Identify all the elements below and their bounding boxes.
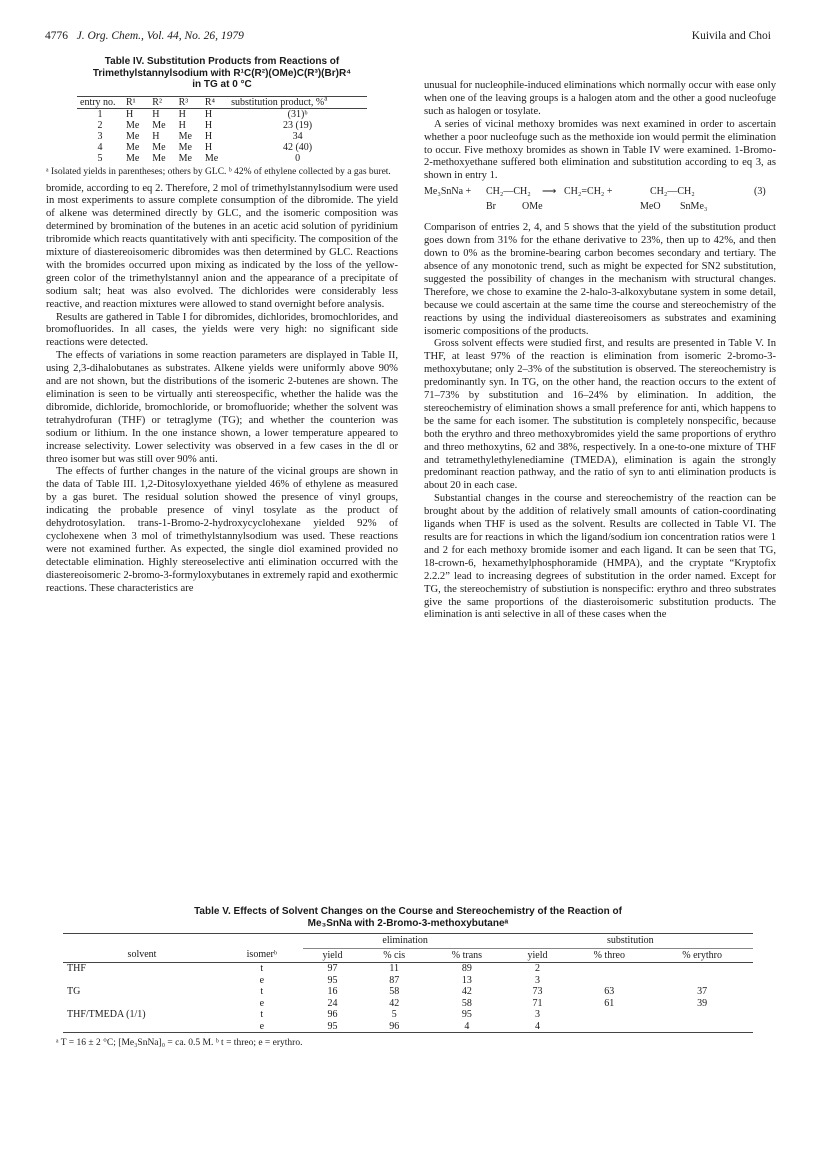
t5-group-substitution: substitution: [508, 934, 753, 949]
t4-cell-no: 5: [97, 152, 103, 164]
t5-cell-erythro: [651, 963, 753, 975]
page-header: [45, 30, 771, 46]
t4-header-r2: R²: [149, 96, 175, 108]
t5-cell-trans: 95: [461, 1009, 472, 1020]
eq-sub-br: Br: [486, 201, 496, 213]
t4-cell-no: 4: [97, 141, 103, 153]
t5-cell-cis: 42: [389, 997, 400, 1009]
t5-cell-isomer: t: [260, 986, 264, 997]
t4-cell-no: 2: [97, 119, 103, 131]
t5-cell-trans: 42: [461, 986, 472, 997]
t4-cell-r2: H: [152, 130, 160, 142]
equation-3: [424, 186, 776, 216]
t4-cell-r4: H: [204, 108, 213, 120]
t4-cell-r3: H: [178, 108, 186, 120]
t5-cell-s_yield: 71: [532, 997, 543, 1009]
t5-cell-erythro: [651, 975, 753, 987]
t5-cell-e_yield: 16: [327, 986, 338, 997]
t5-cell-isomer: e: [221, 1021, 303, 1033]
right-paragraph: Substantial changes in the course and stereochemistry of the reaction can be brought about by the addition of relatively small amounts of cation-coordinating ligands when THF is used as the solvent. Results are collected in Table VI. The results are for reactions in which the ligand/sodium ion concentration ratios were 1 and 2 for each methoxy bromide isomer and each ligand. It can be seen that TG, 18-crown-6, hexamethylphosphoramide (HMPA), and the cryptate “Kryptofix 2.2.2” lead to increasing degrees of substitution in the order named. Except for TG, the stereochemistry of substiution is nonspecific: erythro and threo substrates give the same proportions of the diasteroisomeric substitution products. The elimination is anti selective in all of these cases when the: [424, 493, 776, 621]
table-row: [63, 975, 753, 987]
t4-cell-product: 42 (40): [282, 141, 313, 153]
t5-cell-erythro: [651, 1021, 753, 1033]
table4-caption: Table IV. Substitution Products from Reactions of Trimethylstannylsodium with R¹C(R²)(OMe)C(R³)(Br)R⁴ in TG at 0 °C: [92, 56, 352, 90]
table-row: [77, 131, 367, 142]
t5-cell-s_yield: 73: [532, 986, 543, 997]
table-row: [63, 986, 753, 998]
t5-cell-solvent: [63, 998, 221, 1010]
table5-block: [46, 906, 770, 1048]
eq-reactant1: Me₃SnNa +: [424, 186, 472, 198]
t4-cell-r2: Me: [152, 141, 166, 153]
t4-cell-r4: H: [204, 130, 213, 142]
t4-cell-r1: H: [126, 108, 134, 120]
t5-cell-trans: 89: [461, 963, 472, 974]
t5-cell-erythro: 39: [697, 997, 708, 1009]
t5-cell-erythro: 37: [697, 986, 708, 997]
t5-cell-isomer: t: [260, 1009, 264, 1020]
t5-cell-s_yield: 3: [535, 974, 540, 986]
right-column: [424, 80, 776, 622]
t4-cell-r4: H: [204, 119, 213, 131]
t4-cell-r3: Me: [178, 152, 192, 164]
table5-footnote: ᵃ T = 16 ± 2 °C; [Me₃SnNa]₀ = ca. 0.5 M. ᵇ t = threo; e = erythro.: [56, 1038, 303, 1048]
left-paragraph: Results are gathered in Table I for dibromides, dichlorides, bromochlorides, and bromofluorides. In all cases, the yields were very high: no significant side reactions were detected.: [46, 311, 398, 349]
t4-cell-r2: Me: [152, 152, 166, 164]
t4-cell-r1: Me: [126, 119, 140, 131]
t4-cell-r4: H: [204, 141, 213, 153]
eq-number: (3): [754, 186, 766, 198]
t5-cell-solvent: THF: [67, 963, 86, 974]
t4-cell-r3: Me: [178, 141, 192, 153]
t5-cell-threo: [567, 1021, 651, 1033]
t5-header-subst-yield: yield: [508, 948, 568, 963]
t4-cell-r1: Me: [126, 130, 140, 142]
t4-cell-product: 34: [292, 130, 303, 142]
t5-cell-threo: [567, 975, 651, 987]
t5-cell-e_yield: 97: [327, 963, 338, 974]
table-row: [63, 998, 753, 1010]
t5-cell-isomer: t: [260, 963, 264, 974]
t5-cell-isomer: e: [259, 974, 265, 986]
journal-citation: J. Org. Chem., Vol. 44, No. 26, 1979: [76, 30, 244, 42]
eq-arrow: ⟶: [542, 186, 557, 198]
t5-cell-e_yield: 95: [327, 974, 338, 986]
t5-cell-e_yield: 24: [327, 997, 338, 1009]
t5-cell-threo: 63: [604, 986, 615, 997]
table-row: [63, 963, 753, 975]
t4-header-r3: R³: [176, 96, 202, 108]
table-row: [63, 1009, 753, 1021]
t4-cell-r1: Me: [126, 141, 140, 153]
t5-cell-trans: 58: [461, 997, 472, 1009]
t4-cell-r2: Me: [152, 119, 166, 131]
table-row: [77, 142, 367, 153]
t5-cell-solvent: [63, 1021, 221, 1033]
t5-cell-trans: 13: [461, 974, 472, 986]
t4-cell-product: 23 (19): [282, 119, 313, 131]
right-paragraph: unusual for nucleophile-induced eliminations which normally occur with ease only when one of the leaving groups is a halogen atom and the other a good nucleofuge such as halogen or tosylate.: [424, 80, 776, 117]
t5-cell-solvent: TG: [67, 986, 81, 997]
t5-cell-s_yield: 3: [535, 1009, 540, 1020]
eq-sub-ome: OMe: [522, 201, 543, 213]
t4-header-r4: R⁴: [202, 96, 228, 108]
t4-header-entry: entry no.: [77, 96, 123, 108]
t5-header-threo: % threo: [567, 948, 651, 963]
t4-cell-r3: Me: [178, 130, 192, 142]
right-paragraph: Comparison of entries 2, 4, and 5 shows that the yield of the substitution product goes down from 31% for the ethane derivative to 23%, then up to 42%, and then down to 0% as the bromine-bearing carbon becomes secondary and tertiary. The absence of any monotonic trend, such as might be expected for SN2 substitution, suggested the possibility of changes in the mechanism with structural changes. Therefore, we chose to examine the 2-halo-3-alkoxybutane system in some detail, because we could ascertain at the same time the course and stereochemistry of the reactions by using the individual diastereoisomers as substrates and examining isomeric compositions of the products.: [424, 222, 776, 337]
right-paragraph: Gross solvent effects were studied first, and results are presented in Table V. In THF, at least 97% of the reaction is elimination from isomeric 2-bromo-3-methoxybutane; only 2–3% of the substitution is observed. The stereochemistry is predominantly syn. In TG, on the other hand, the reaction occurs to the extent of 71–73% by substitution and 16–24% by elimination. In addition, the stereochemistry of elimination shows a small preference for anti, which happens to be the same for each isomer. The substitution is completely nonspecific, because both the erythro and threo methoxybromides yield the same proportions of erythro and threo methoxytins, 62 and 38%, respectively. In a one-to-one mixture of THF and tetramethylethylenediamine (TMEDA), elimination is again the strongly predominant reaction pathway, and the ratio of syn to anti elimination products is about 20 in each case.: [424, 338, 776, 492]
t5-header-isomer: isomerᵇ: [221, 948, 303, 963]
left-paragraph: The effects of further changes in the nature of the vicinal groups are shown in the data of Table III. 1,2-Ditosyloxyethane yielded 46% of ethylene as measured by a gas buret. The residual solution showed the presence of vinyl groups, indicating the probable presence of vinyl tosylate as the product of dehydrotosylation. trans-1-Bromo-2-hydroxycyclohexane yielded 92% of cyclohexene when 3 mol of trimethylstannylsodium was used. These reactions were not examined further. As expected, the single diol examined provided no detectable elimination. Highly stereoselective anti elimination occurred with the diastereoisomeric 2-bromo-3-formyloxybutanes in extremely rapid and exothermic reactions. These characteristics are: [46, 466, 398, 594]
t4-header-product: substitution product, %$^a$: [228, 96, 367, 108]
t5-cell-solvent: [63, 975, 221, 987]
t5-header-solvent: solvent: [63, 948, 221, 963]
t5-cell-solvent: THF/TMEDA (1/1): [67, 1009, 146, 1020]
header-left: [45, 30, 244, 46]
t4-cell-r3: H: [178, 119, 186, 131]
t4-cell-r1: Me: [126, 152, 140, 164]
table5: [63, 933, 753, 1033]
t5-cell-e_yield: 96: [327, 1009, 338, 1020]
t5-cell-isomer: e: [259, 997, 265, 1009]
t5-cell-cis: 11: [389, 963, 400, 974]
t5-cell-erythro: [651, 1009, 753, 1021]
t5-header-cis: % cis: [362, 948, 426, 963]
running-authors: Kuivila and Choi: [691, 30, 771, 42]
eq-reactant2: CH₂—CH₂: [486, 186, 531, 198]
t5-cell-threo: [567, 1009, 651, 1021]
t5-cell-cis: 87: [389, 974, 400, 986]
left-paragraph: The effects of variations in some reaction parameters are displayed in Table II, using 2,3-dihalobutanes as substrates. Alkene yields were uniformly above 90% and are not shown, but the distributions of the isomeric 2-butenes are shown. The elimination is seen to be virtually anti stereospecific, whether the halide was the dibromide, dichloride, bromochloride, or bromofluoride; whether the solvent was tetrahydrofuran (THF) or tetraglyme (TG); and whether the counterion was sodium or lithium. In the one instance shown, a lower temperature appeared to increase selectivity. Lower selectivity was observed in a few cases in the dl or threo isomer but was still over 90% anti.: [46, 350, 398, 465]
table4: [77, 96, 367, 164]
left-paragraph: bromide, according to eq 2. Therefore, 2 mol of trimethylstannylsodium were used in most experiments to assure complete consumption of the dibromide. The yield of alkene was determined directly by GLC, and the isomeric composition was determined by bromination of the butenes in an acetic acid solution of pyridinium tribromide which reacts quantitatively with anti specificity. The composition of the mixture of diastereoisomeric dibromides was then determined by GLC. Reactions with the bromides occurred upon mixing as indicated by the loss of the yellow-green color of the trimethylstannyl anion and the appearance of a precipitate of sodium salt; heat was also evolved. The dichlorides were considerably less reactive, and reaction mixtures were allowed to stand overnight before analysis.: [46, 182, 398, 310]
t4-cell-no: 1: [97, 108, 103, 120]
t5-cell-threo: 61: [604, 997, 615, 1009]
t4-header-r1: R¹: [123, 96, 149, 108]
t5-cell-threo: [567, 963, 651, 975]
eq-sub-snme: SnMe₃: [680, 201, 708, 213]
t5-cell-cis: 58: [389, 986, 400, 997]
t5-cell-s_yield: 4: [508, 1021, 568, 1033]
left-column: [46, 56, 398, 596]
t5-body: [63, 963, 753, 1033]
right-paragraph: A series of vicinal methoxy bromides was next examined in order to ascertain whether a poor nucleofuge such as the methoxide ion would permit the elimination to occur. Five methoxy bromides as shown in Table IV were examined. 1-Bromo-2-methoxyethane suffered both elimination and substitution according to eq 3, as shown in entry 1.: [424, 118, 776, 182]
t5-header-elim-yield: yield: [303, 948, 363, 963]
table5-caption: Table V. Effects of Solvent Changes on the Course and Stereochemistry of the Reaction of Me₃SnNa with 2-Bromo-3-methoxybutaneᵃ: [194, 906, 622, 929]
eq-product1: CH₂=CH₂ +: [564, 186, 613, 198]
table-row: [77, 153, 367, 164]
page-number: 4776: [45, 30, 68, 42]
eq-product2: CH₂—CH₂: [650, 186, 695, 198]
eq-sub-meo: MeO: [640, 201, 661, 213]
table-row: [77, 108, 367, 120]
t5-cell-e_yield: 95: [303, 1021, 363, 1033]
t4-cell-no: 3: [97, 130, 103, 142]
t4-cell-product: (31)ᵇ: [287, 108, 308, 120]
t4-body: [77, 108, 367, 164]
table4-footnote: ᵃ Isolated yields in parentheses; others by GLC. ᵇ 42% of ethylene collected by a gas buret.: [46, 166, 391, 177]
t5-header-trans: % trans: [426, 948, 508, 963]
t5-header-erythro: % erythro: [651, 948, 753, 963]
t5-cell-s_yield: 2: [535, 963, 540, 974]
t4-cell-r2: H: [152, 108, 160, 120]
t4-cell-r4: Me: [204, 152, 219, 164]
t5-group-elimination: elimination: [303, 934, 508, 949]
table-row: [77, 120, 367, 131]
t5-cell-cis: 5: [391, 1009, 397, 1020]
t5-cell-trans: 4: [426, 1021, 508, 1033]
t5-cell-cis: 96: [362, 1021, 426, 1033]
table-row: [63, 1021, 753, 1033]
t4-cell-product: 0: [295, 152, 301, 164]
